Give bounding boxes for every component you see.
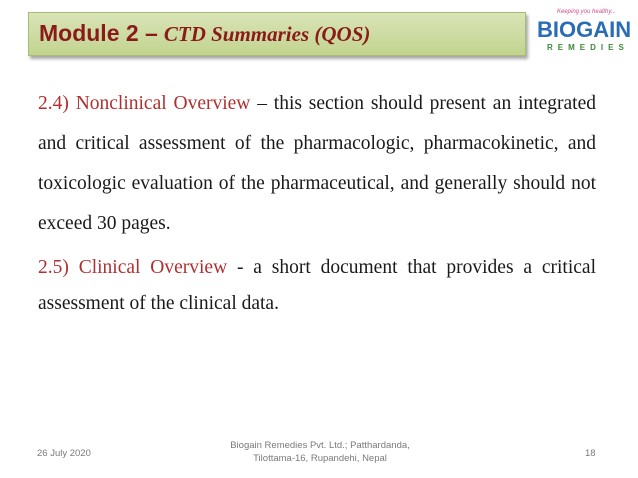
title-subtitle: CTD Summaries (QOS)	[163, 22, 371, 46]
paragraph-nonclinical	[38, 84, 596, 244]
footer-organization	[200, 439, 440, 465]
footer-date: 26 July 2020	[37, 448, 91, 459]
nonclinical-text: – this section should present an integrated and critical assessment of the pharmacologic, pharmacokinetic, and toxicologic evaluation of the pharmaceutical, and generally should not exceed 30 pages.	[38, 93, 596, 234]
slide-title	[39, 20, 370, 47]
logo-tagline: Keeping you healthy...	[557, 9, 616, 15]
slide-content	[38, 84, 596, 322]
title-bar	[28, 12, 526, 56]
biogain-logo	[535, 8, 635, 64]
nonclinical-heading: 2.4) Nonclinical Overview	[38, 93, 251, 114]
title-main: Module 2 –	[39, 20, 158, 46]
clinical-text: - a short document that provides a critical assessment of the clinical data.	[38, 257, 596, 314]
footer-page-number: 18	[585, 448, 596, 459]
footer-org-line2: Tilottama-16, Rupandehi, Nepal	[253, 453, 387, 464]
paragraph-clinical	[38, 250, 596, 322]
logo-brand: BIOGAIN	[537, 17, 632, 42]
clinical-heading: 2.5) Clinical Overview	[38, 257, 228, 278]
logo-brand-sub: REMEDIES	[547, 43, 629, 52]
footer-org-line1: Biogain Remedies Pvt. Ltd.; Patthardanda,	[230, 440, 410, 451]
